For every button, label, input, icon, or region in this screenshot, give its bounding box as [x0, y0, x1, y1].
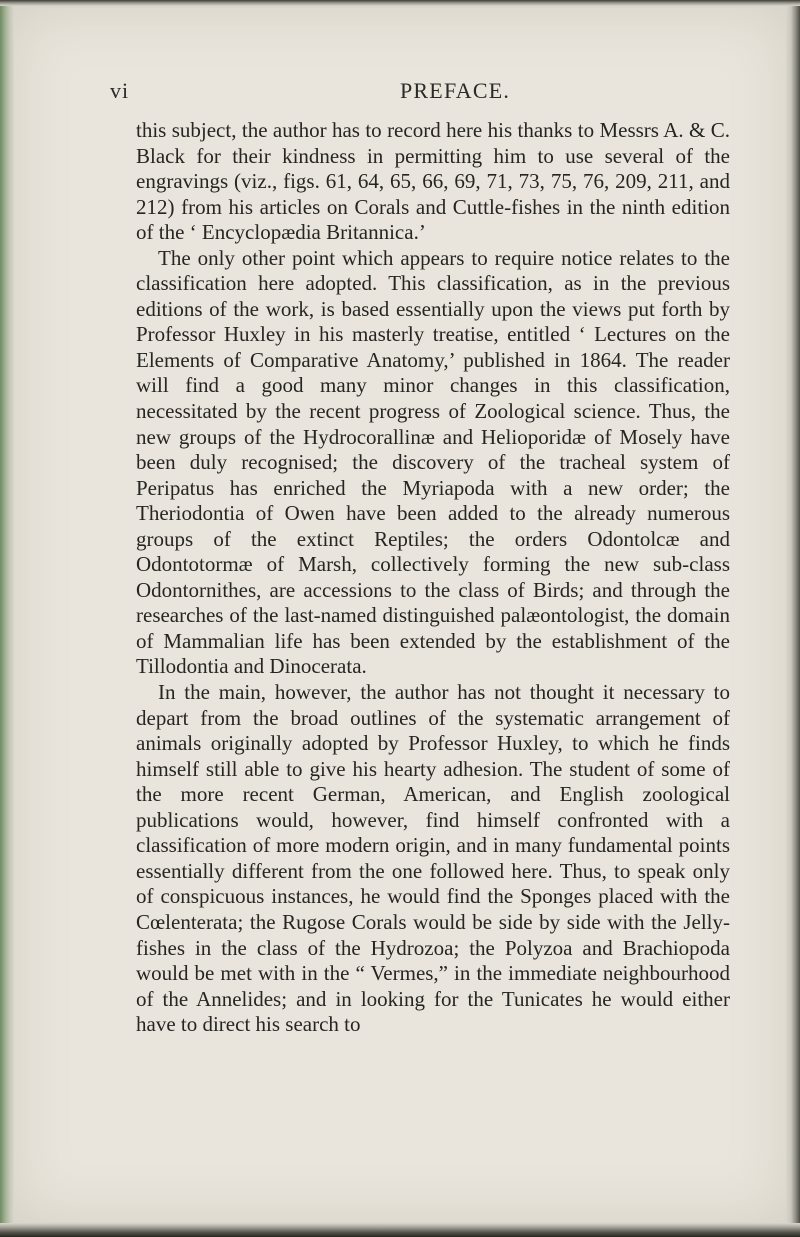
- page-header: [110, 78, 720, 114]
- left-binding-edge: [0, 0, 14, 1237]
- paragraph-classification: The only other point which appears to require notice relates to the classification here adopted. This classification, as in the previous editions of the work, is based essentially upon the views put forth by Professor Huxley in his masterly treatise, entitled ‘ Lectures on the Elements of Comparative Anatomy,’ published in 1864. The reader will find a good many minor changes in this classification, necessitated by the recent progress of Zoological science. Thus, the new groups of the Hydrocorallinæ and Helioporidæ of Mosely have been duly recognised; the discovery of the tracheal system of Peripatus has enriched the Myriapoda with a new order; the Theriodontia of Owen have been added to the already numerous groups of the extinct Reptiles; the orders Odontolcæ and Odontotormæ of Marsh, collectively forming the new sub-class Odontornithes, are accessions to the class of Birds; and through the researches of the last-named distinguished palæontologist, the domain of Mammalian life has been extended by the establishment of the Tillodontia and Dinocerata.: [136, 245, 730, 679]
- running-title: PREFACE.: [400, 78, 511, 103]
- paragraph-arrangement: In the main, however, the author has not thought it necessary to depart from the broad outlines of the systematic arrangement of animals originally adopted by Professor Huxley, to which he finds himself still able to give his hearty adhesion. The student of some of the more recent German, American, and English zoological publications would, however, find himself confronted with a classification of more modern origin, and in many fundamental points essentially different from the one followed here. Thus, to speak only of conspicuous instances, he would find the Sponges placed with the Cœlenterata; the Rugose Corals would be side by side with the Jelly-fishes in the class of the Hydrozoa; the Polyzoa and Brachiopoda would be met with in the “ Vermes,” in the immediate neighbourhood of the Annelides; and in looking for the Tunicates he would either have to direct his search to: [136, 680, 730, 1037]
- paragraph-continued: this subject, the author has to record here his thanks to Messrs A. & C. Black for their kindness in permitting him to use several of the engravings (viz., figs. 61, 64, 65, 66, 69, 71, 73, 75, 76, 209, 211, and 212) from his articles on Corals and Cuttle-fishes in the ninth edition of the ‘ Encyclopædia Britannica.’: [136, 118, 730, 245]
- body-text: [136, 118, 730, 1038]
- page-number: vi: [110, 78, 130, 103]
- bottom-page-edge: [0, 1223, 800, 1237]
- top-page-edge: [0, 0, 800, 6]
- right-page-edge: [786, 0, 800, 1237]
